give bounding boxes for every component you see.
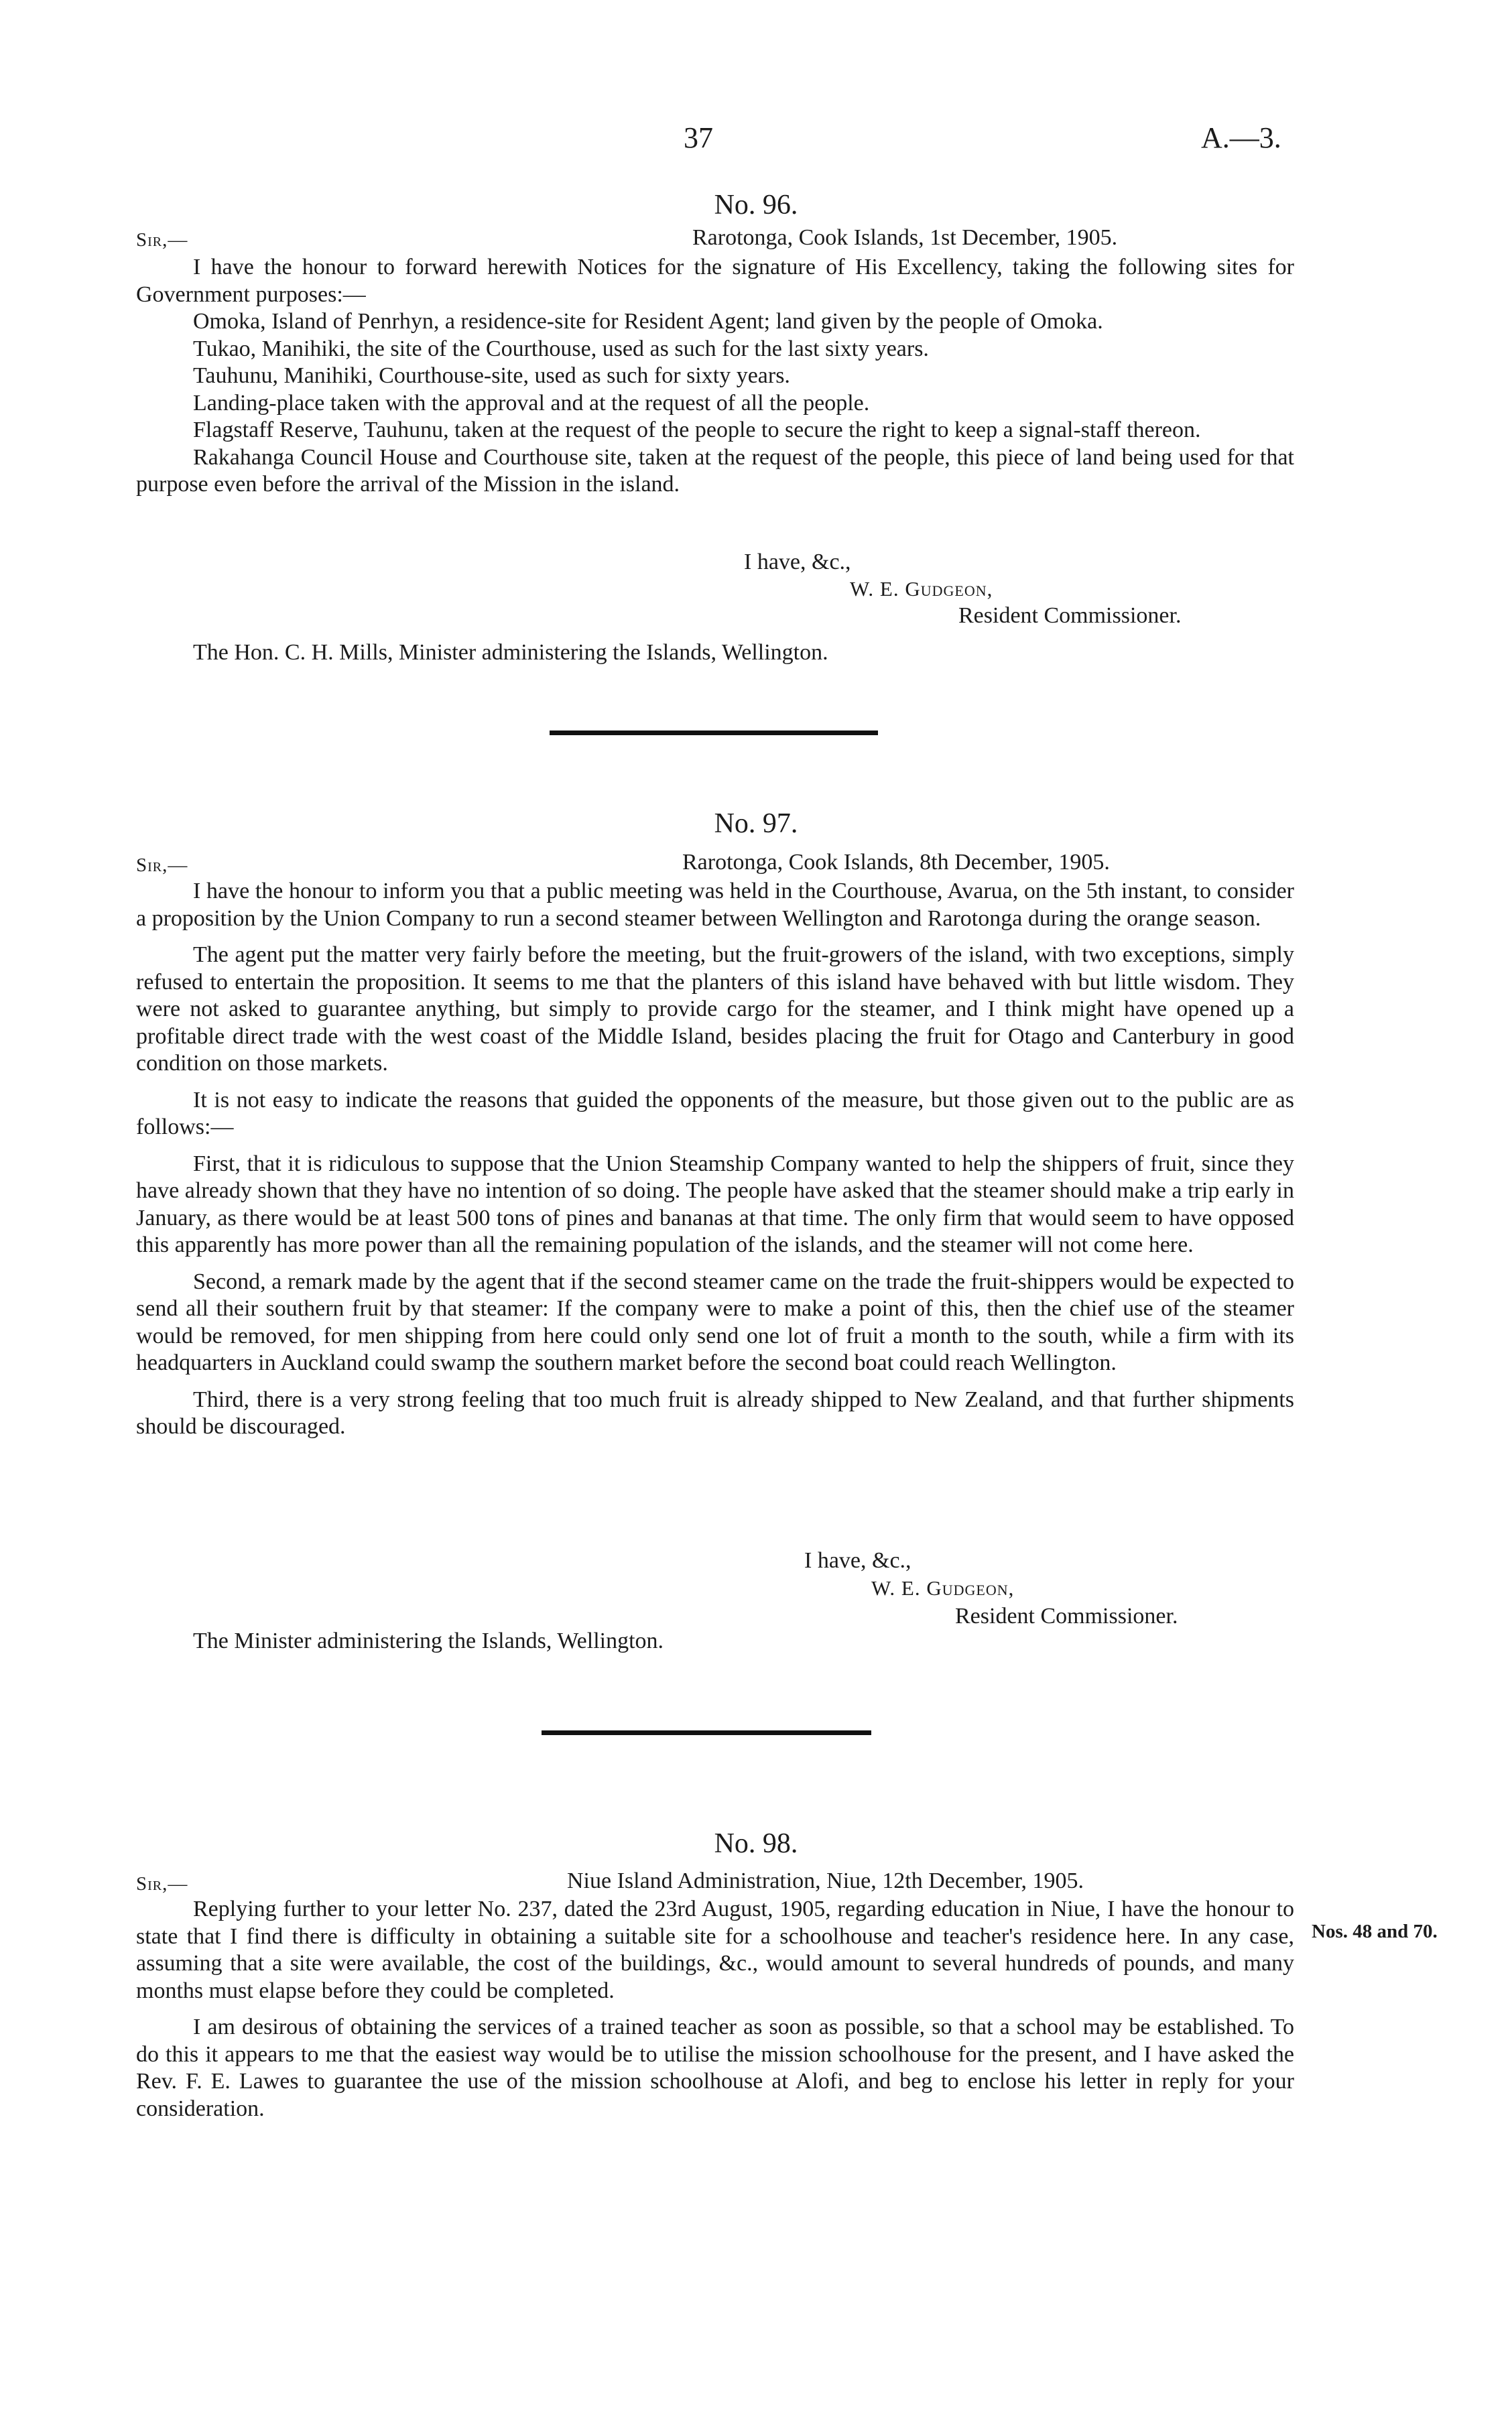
dateline: Rarotonga, Cook Islands, 1st December, 1905. — [692, 225, 1118, 250]
letter-body — [136, 878, 1294, 1441]
paragraph: Replying further to your letter No. 237, dated the 23rd August, 1905, regarding education in Niue, I have the honour to state that I find there is difficulty in obtaining a suitable site for a schoolhouse and teacher's residence here. In any case, assuming that a site were available, the cost of the buildings, &c., would amount to several hundreds of pounds, and many months must elapse before they could be completed. — [136, 1897, 1294, 2003]
paragraph: The agent put the matter very fairly before the meeting, but the fruit-growers of the island, with two exceptions, simply refused to entertain the proposition. It seems to me that the planters of this island have behaved with but little wisdom. They were not asked to guarantee anything, but simply to provide cargo for the steamer, and I think might have opened up a profitable direct trade with the west coast of the Middle Island, besides placing the fruit for Otago and Canterbury in good condition on those markets. — [136, 942, 1294, 1076]
paragraph: Landing-place taken with the approval and at the request of all the people. — [193, 390, 870, 416]
letter-number: No. 96. — [714, 190, 798, 220]
dateline: Niue Island Administration, Niue, 12th December, 1905. — [567, 1868, 1084, 1893]
paragraph: I am desirous of obtaining the services of a trained teacher as soon as possible, so that a school may be established. To do this it appears to me that the easiest way would be to utilise the mission schoolhouse for the present, and I have asked the Rev. F. E. Lawes to guarantee the use of the mission schoolhouse at Alofi, and beg to enclose his letter in reply for your consideration. — [136, 2015, 1294, 2121]
salutation: Sir,— — [136, 854, 188, 876]
paragraph: Omoka, Island of Penrhyn, a residence-site for Resident Agent; land given by the people of Omoka. — [193, 309, 1103, 334]
paragraph: First, that it is ridiculous to suppose that the Union Steamship Company wanted to help the shippers of fruit, since they have already shown that they have no intention of so doing. The people have asked that the steamer should make a trip early in January, as there would be at least 500 tons of pines and bananas at that time. The only firm that would seem to have opposed this apparently has more power than all the remaining population of the islands, and the steamer will not come here. — [136, 1151, 1294, 1257]
letter-body — [136, 254, 1294, 499]
salutation: Sir,— — [136, 1873, 188, 1895]
paragraph: I have the honour to inform you that a public meeting was held in the Courthouse, Avarua, on the 5th instant, to consider a proposition by the Union Company to run a second steamer between Wellington and Rarotonga during the orange season. — [136, 879, 1294, 931]
letter-number: No. 97. — [714, 808, 798, 839]
addressee: The Hon. C. H. Mills, Minister administering the Islands, Wellington. — [193, 640, 828, 665]
paragraph: Third, there is a very strong feeling that too much fruit is already shipped to New Zealand, and that further shipments should be discouraged. — [136, 1387, 1294, 1439]
addressee: The Minister administering the Islands, Wellington. — [193, 1629, 664, 1653]
section-divider — [542, 1730, 871, 1735]
dateline: Rarotonga, Cook Islands, 8th December, 1905. — [682, 850, 1110, 875]
series-code: A.—3. — [1201, 121, 1281, 154]
salutation: Sir,— — [136, 229, 188, 251]
paragraph: Tauhunu, Manihiki, Courthouse-site, used as such for sixty years. — [193, 363, 790, 388]
page-number: 37 — [684, 121, 713, 154]
signatory-title: Resident Commissioner. — [958, 603, 1182, 628]
paragraph: Rakahanga Council House and Courthouse site, taken at the request of the people, this piece of land being used for that purpose even before the arrival of the Mission in the island. — [136, 444, 1294, 497]
closing: I have, &c., — [744, 550, 851, 574]
paragraph: Flagstaff Reserve, Tauhunu, taken at the request of the people to secure the right to keep a signal-staff thereon. — [193, 418, 1201, 442]
paragraph: Second, a remark made by the agent that if the second steamer came on the trade the fruit-shippers would be expected to send all their southern fruit by that steamer: If the company were to make a point of this, then the chief use of the steamer would be removed, for men shipping from here could only send one lot of fruit a month to the south, while a firm with its headquarters in Auckland could swamp the southern market before the second boat could reach Wellington. — [136, 1269, 1294, 1375]
closing: I have, &c., — [804, 1548, 911, 1573]
margin-note: Nos. 48 and 70. — [1312, 1921, 1438, 1942]
paragraph: It is not easy to indicate the reasons that guided the opponents of the measure, but those given out to the public are as follows:— — [136, 1087, 1294, 1139]
section-divider — [550, 730, 878, 735]
signatory-name: W. E. Gudgeon, — [871, 1576, 1015, 1600]
paragraph: Tukao, Manihiki, the site of the Courthouse, used as such for the last sixty years. — [193, 336, 929, 361]
paragraph: I have the honour to forward herewith Notices for the signature of His Excellency, taking the following sites for Government purposes:— — [136, 255, 1294, 307]
signatory-name: W. E. Gudgeon, — [850, 577, 993, 600]
letter-number: No. 98. — [714, 1828, 798, 1859]
signatory-title: Resident Commissioner. — [955, 1604, 1178, 1629]
letter-body — [136, 1896, 1294, 2122]
